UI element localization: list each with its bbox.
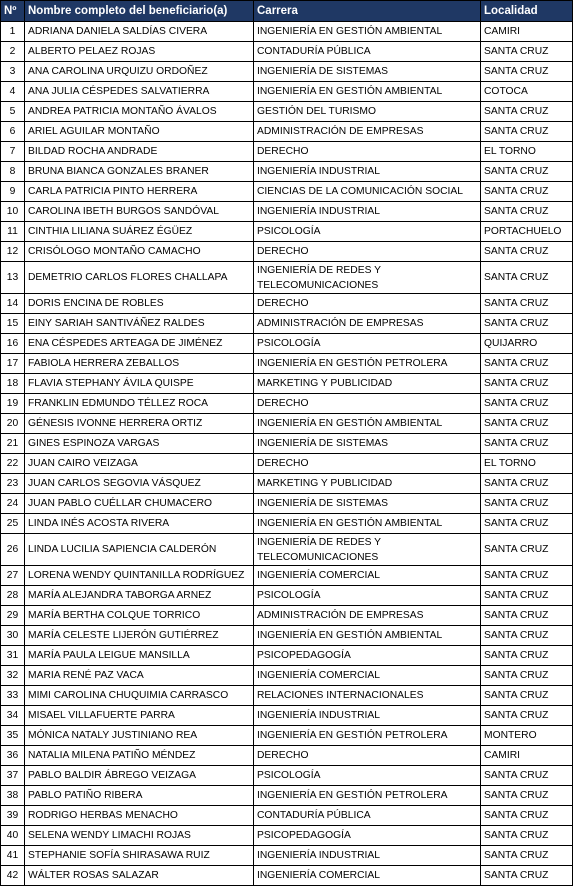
career: PSICOLOGÍA xyxy=(254,586,481,606)
row-number: 26 xyxy=(1,534,25,566)
beneficiary-name: MIMI CAROLINA CHUQUIMIA CARRASCO xyxy=(25,686,254,706)
table-row xyxy=(1,626,573,646)
row-number: 6 xyxy=(1,122,25,142)
row-number: 35 xyxy=(1,726,25,746)
beneficiary-name: BRUNA BIANCA GONZALES BRANER xyxy=(25,162,254,182)
row-number: 17 xyxy=(1,354,25,374)
beneficiary-name: ANA JULIA CÉSPEDES SALVATIERRA xyxy=(25,82,254,102)
beneficiary-name: JUAN CARLOS SEGOVIA VÁSQUEZ xyxy=(25,474,254,494)
row-number: 13 xyxy=(1,262,25,294)
row-number: 3 xyxy=(1,62,25,82)
beneficiary-name: JUAN CAIRO VEIZAGA xyxy=(25,454,254,474)
row-number: 8 xyxy=(1,162,25,182)
table-row xyxy=(1,666,573,686)
locality: SANTA CRUZ xyxy=(481,606,573,626)
row-number: 1 xyxy=(1,22,25,42)
career: PSICOLOGÍA xyxy=(254,334,481,354)
table-row xyxy=(1,514,573,534)
locality: SANTA CRUZ xyxy=(481,706,573,726)
locality: SANTA CRUZ xyxy=(481,866,573,886)
career: CONTADURÍA PÚBLICA xyxy=(254,42,481,62)
locality: SANTA CRUZ xyxy=(481,202,573,222)
table-row xyxy=(1,294,573,314)
beneficiary-name: SELENA WENDY LIMACHI ROJAS xyxy=(25,826,254,846)
beneficiary-name: MARÍA PAULA LEIGUE MANSILLA xyxy=(25,646,254,666)
locality: CAMIRI xyxy=(481,746,573,766)
career: INGENIERÍA COMERCIAL xyxy=(254,866,481,886)
career: INGENIERÍA EN GESTIÓN AMBIENTAL xyxy=(254,22,481,42)
career: INGENIERÍA COMERCIAL xyxy=(254,666,481,686)
beneficiary-name: CINTHIA LILIANA SUÁREZ ÉGÜEZ xyxy=(25,222,254,242)
beneficiary-name: GINES ESPINOZA VARGAS xyxy=(25,434,254,454)
table-row xyxy=(1,646,573,666)
career: INGENIERÍA COMERCIAL xyxy=(254,566,481,586)
locality: EL TORNO xyxy=(481,142,573,162)
row-number: 30 xyxy=(1,626,25,646)
career: INGENIERÍA EN GESTIÓN AMBIENTAL xyxy=(254,414,481,434)
locality: SANTA CRUZ xyxy=(481,262,573,294)
beneficiary-name: MARIA RENÉ PAZ VACA xyxy=(25,666,254,686)
row-number: 7 xyxy=(1,142,25,162)
beneficiary-name: CARLA PATRICIA PINTO HERRERA xyxy=(25,182,254,202)
locality: SANTA CRUZ xyxy=(481,626,573,646)
beneficiary-name: ANA CAROLINA URQUIZU ORDOÑEZ xyxy=(25,62,254,82)
row-number: 37 xyxy=(1,766,25,786)
beneficiary-name: PABLO BALDIR ÁBREGO VEIZAGA xyxy=(25,766,254,786)
career: INGENIERÍA INDUSTRIAL xyxy=(254,162,481,182)
row-number: 27 xyxy=(1,566,25,586)
career: DERECHO xyxy=(254,142,481,162)
row-number: 34 xyxy=(1,706,25,726)
career: GESTIÓN DEL TURISMO xyxy=(254,102,481,122)
beneficiary-name: GÉNESIS IVONNE HERRERA ORTIZ xyxy=(25,414,254,434)
beneficiary-name: WÁLTER ROSAS SALAZAR xyxy=(25,866,254,886)
locality: SANTA CRUZ xyxy=(481,826,573,846)
beneficiary-name: FABIOLA HERRERA ZEBALLOS xyxy=(25,354,254,374)
locality: SANTA CRUZ xyxy=(481,102,573,122)
career: INGENIERÍA EN GESTIÓN AMBIENTAL xyxy=(254,82,481,102)
career: INGENIERÍA DE SISTEMAS xyxy=(254,494,481,514)
locality: SANTA CRUZ xyxy=(481,666,573,686)
header-row xyxy=(1,1,573,22)
table-row xyxy=(1,474,573,494)
table-row xyxy=(1,122,573,142)
header-career: Carrera xyxy=(254,1,481,22)
beneficiary-name: ARIEL AGUILAR MONTAÑO xyxy=(25,122,254,142)
career: DERECHO xyxy=(254,454,481,474)
table-body xyxy=(1,22,573,886)
row-number: 18 xyxy=(1,374,25,394)
locality: SANTA CRUZ xyxy=(481,474,573,494)
locality: SANTA CRUZ xyxy=(481,242,573,262)
career: ADMINISTRACIÓN DE EMPRESAS xyxy=(254,606,481,626)
career: INGENIERÍA DE REDES Y TELECOMUNICACIONES xyxy=(254,534,481,566)
beneficiary-name: LINDA LUCILIA SAPIENCIA CALDERÓN xyxy=(25,534,254,566)
career: INGENIERÍA EN GESTIÓN PETROLERA xyxy=(254,726,481,746)
table-row xyxy=(1,262,573,294)
row-number: 29 xyxy=(1,606,25,626)
locality: COTOCA xyxy=(481,82,573,102)
row-number: 24 xyxy=(1,494,25,514)
beneficiary-name: MÓNICA NATALY JUSTINIANO REA xyxy=(25,726,254,746)
beneficiary-name: JUAN PABLO CUÉLLAR CHUMACERO xyxy=(25,494,254,514)
row-number: 41 xyxy=(1,846,25,866)
career: INGENIERÍA EN GESTIÓN AMBIENTAL xyxy=(254,514,481,534)
header-name: Nombre completo del beneficiario(a) xyxy=(25,1,254,22)
beneficiary-name: LINDA INÉS ACOSTA RIVERA xyxy=(25,514,254,534)
table-row xyxy=(1,766,573,786)
row-number: 21 xyxy=(1,434,25,454)
beneficiary-name: FRANKLIN EDMUNDO TÉLLEZ ROCA xyxy=(25,394,254,414)
header-number: Nº xyxy=(1,1,25,22)
locality: SANTA CRUZ xyxy=(481,786,573,806)
table-row xyxy=(1,494,573,514)
career: INGENIERÍA EN GESTIÓN PETROLERA xyxy=(254,354,481,374)
table-row xyxy=(1,606,573,626)
career: CONTADURÍA PÚBLICA xyxy=(254,806,481,826)
table-row xyxy=(1,182,573,202)
header-locality: Localidad xyxy=(481,1,573,22)
table-row xyxy=(1,22,573,42)
row-number: 12 xyxy=(1,242,25,262)
beneficiary-name: CAROLINA IBETH BURGOS SANDÓVAL xyxy=(25,202,254,222)
row-number: 28 xyxy=(1,586,25,606)
table-row xyxy=(1,806,573,826)
beneficiary-name: FLAVIA STEPHANY ÁVILA QUISPE xyxy=(25,374,254,394)
table-row xyxy=(1,334,573,354)
table-row xyxy=(1,826,573,846)
career: PSICOLOGÍA xyxy=(254,766,481,786)
locality: CAMIRI xyxy=(481,22,573,42)
beneficiary-name: MISAEL VILLAFUERTE PARRA xyxy=(25,706,254,726)
table-row xyxy=(1,746,573,766)
row-number: 31 xyxy=(1,646,25,666)
table-row xyxy=(1,846,573,866)
beneficiary-name: DEMETRIO CARLOS FLORES CHALLAPA xyxy=(25,262,254,294)
locality: SANTA CRUZ xyxy=(481,686,573,706)
table-row xyxy=(1,786,573,806)
locality: SANTA CRUZ xyxy=(481,354,573,374)
beneficiary-name: NATALIA MILENA PATIÑO MÉNDEZ xyxy=(25,746,254,766)
beneficiary-name: LORENA WENDY QUINTANILLA RODRÍGUEZ xyxy=(25,566,254,586)
locality: SANTA CRUZ xyxy=(481,846,573,866)
beneficiary-name: MARÍA CELESTE LIJERÓN GUTIÉRREZ xyxy=(25,626,254,646)
locality: PORTACHUELO xyxy=(481,222,573,242)
locality: SANTA CRUZ xyxy=(481,122,573,142)
beneficiary-name: RODRIGO HERBAS MENACHO xyxy=(25,806,254,826)
table-row xyxy=(1,314,573,334)
row-number: 10 xyxy=(1,202,25,222)
table-row xyxy=(1,202,573,222)
beneficiary-name: MARÍA ALEJANDRA TABORGA ARNEZ xyxy=(25,586,254,606)
beneficiary-name: ALBERTO PELAEZ ROJAS xyxy=(25,42,254,62)
locality: SANTA CRUZ xyxy=(481,514,573,534)
career: PSICOLOGÍA xyxy=(254,222,481,242)
beneficiary-name: PABLO PATIÑO RIBERA xyxy=(25,786,254,806)
locality: SANTA CRUZ xyxy=(481,314,573,334)
career: ADMINISTRACIÓN DE EMPRESAS xyxy=(254,314,481,334)
career: INGENIERÍA DE SISTEMAS xyxy=(254,434,481,454)
beneficiary-name: EINY SARIAH SANTIVÁÑEZ RALDES xyxy=(25,314,254,334)
locality: SANTA CRUZ xyxy=(481,586,573,606)
locality: MONTERO xyxy=(481,726,573,746)
locality: SANTA CRUZ xyxy=(481,294,573,314)
row-number: 11 xyxy=(1,222,25,242)
beneficiary-name: ADRIANA DANIELA SALDÍAS CIVERA xyxy=(25,22,254,42)
career: INGENIERÍA DE SISTEMAS xyxy=(254,62,481,82)
beneficiary-name: DORIS ENCINA DE ROBLES xyxy=(25,294,254,314)
locality: SANTA CRUZ xyxy=(481,566,573,586)
career: MARKETING Y PUBLICIDAD xyxy=(254,374,481,394)
row-number: 4 xyxy=(1,82,25,102)
table-row xyxy=(1,62,573,82)
row-number: 9 xyxy=(1,182,25,202)
row-number: 25 xyxy=(1,514,25,534)
table-row xyxy=(1,394,573,414)
locality: SANTA CRUZ xyxy=(481,646,573,666)
row-number: 23 xyxy=(1,474,25,494)
locality: SANTA CRUZ xyxy=(481,182,573,202)
table-row xyxy=(1,726,573,746)
locality: QUIJARRO xyxy=(481,334,573,354)
beneficiary-name: ENA CÉSPEDES ARTEAGA DE JIMÉNEZ xyxy=(25,334,254,354)
row-number: 33 xyxy=(1,686,25,706)
table-row xyxy=(1,42,573,62)
row-number: 15 xyxy=(1,314,25,334)
table-row xyxy=(1,686,573,706)
career: ADMINISTRACIÓN DE EMPRESAS xyxy=(254,122,481,142)
row-number: 39 xyxy=(1,806,25,826)
row-number: 42 xyxy=(1,866,25,886)
locality: SANTA CRUZ xyxy=(481,394,573,414)
career: PSICOPEDAGOGÍA xyxy=(254,646,481,666)
career: DERECHO xyxy=(254,242,481,262)
table-row xyxy=(1,222,573,242)
table-row xyxy=(1,866,573,886)
locality: SANTA CRUZ xyxy=(481,162,573,182)
beneficiary-name: ANDREA PATRICIA MONTAÑO ÁVALOS xyxy=(25,102,254,122)
career: MARKETING Y PUBLICIDAD xyxy=(254,474,481,494)
career: DERECHO xyxy=(254,294,481,314)
locality: SANTA CRUZ xyxy=(481,766,573,786)
locality: SANTA CRUZ xyxy=(481,414,573,434)
row-number: 40 xyxy=(1,826,25,846)
row-number: 5 xyxy=(1,102,25,122)
table-row xyxy=(1,142,573,162)
beneficiary-name: STEPHANIE SOFÍA SHIRASAWA RUIZ xyxy=(25,846,254,866)
row-number: 36 xyxy=(1,746,25,766)
row-number: 32 xyxy=(1,666,25,686)
career: INGENIERÍA DE REDES Y TELECOMUNICACIONES xyxy=(254,262,481,294)
locality: SANTA CRUZ xyxy=(481,62,573,82)
career: DERECHO xyxy=(254,394,481,414)
locality: SANTA CRUZ xyxy=(481,374,573,394)
table-row xyxy=(1,354,573,374)
locality: SANTA CRUZ xyxy=(481,494,573,514)
table-row xyxy=(1,434,573,454)
career: INGENIERÍA EN GESTIÓN AMBIENTAL xyxy=(254,626,481,646)
table-row xyxy=(1,454,573,474)
row-number: 16 xyxy=(1,334,25,354)
table-row xyxy=(1,162,573,182)
table-row xyxy=(1,706,573,726)
career: CIENCIAS DE LA COMUNICACIÓN SOCIAL xyxy=(254,182,481,202)
row-number: 2 xyxy=(1,42,25,62)
table-row xyxy=(1,102,573,122)
table-row xyxy=(1,414,573,434)
locality: SANTA CRUZ xyxy=(481,434,573,454)
row-number: 14 xyxy=(1,294,25,314)
locality: EL TORNO xyxy=(481,454,573,474)
career: INGENIERÍA EN GESTIÓN PETROLERA xyxy=(254,786,481,806)
career: PSICOPEDAGOGÍA xyxy=(254,826,481,846)
table-row xyxy=(1,82,573,102)
locality: SANTA CRUZ xyxy=(481,806,573,826)
table-row xyxy=(1,586,573,606)
table-row xyxy=(1,374,573,394)
locality: SANTA CRUZ xyxy=(481,42,573,62)
table-row xyxy=(1,566,573,586)
beneficiary-name: MARÍA BERTHA COLQUE TORRICO xyxy=(25,606,254,626)
beneficiary-name: BILDAD ROCHA ANDRADE xyxy=(25,142,254,162)
career: DERECHO xyxy=(254,746,481,766)
row-number: 22 xyxy=(1,454,25,474)
row-number: 19 xyxy=(1,394,25,414)
row-number: 20 xyxy=(1,414,25,434)
career: INGENIERÍA INDUSTRIAL xyxy=(254,202,481,222)
beneficiary-name: CRISÓLOGO MONTAÑO CAMACHO xyxy=(25,242,254,262)
row-number: 38 xyxy=(1,786,25,806)
career: INGENIERÍA INDUSTRIAL xyxy=(254,706,481,726)
table-row xyxy=(1,534,573,566)
career: INGENIERÍA INDUSTRIAL xyxy=(254,846,481,866)
career: RELACIONES INTERNACIONALES xyxy=(254,686,481,706)
locality: SANTA CRUZ xyxy=(481,534,573,566)
table-row xyxy=(1,242,573,262)
